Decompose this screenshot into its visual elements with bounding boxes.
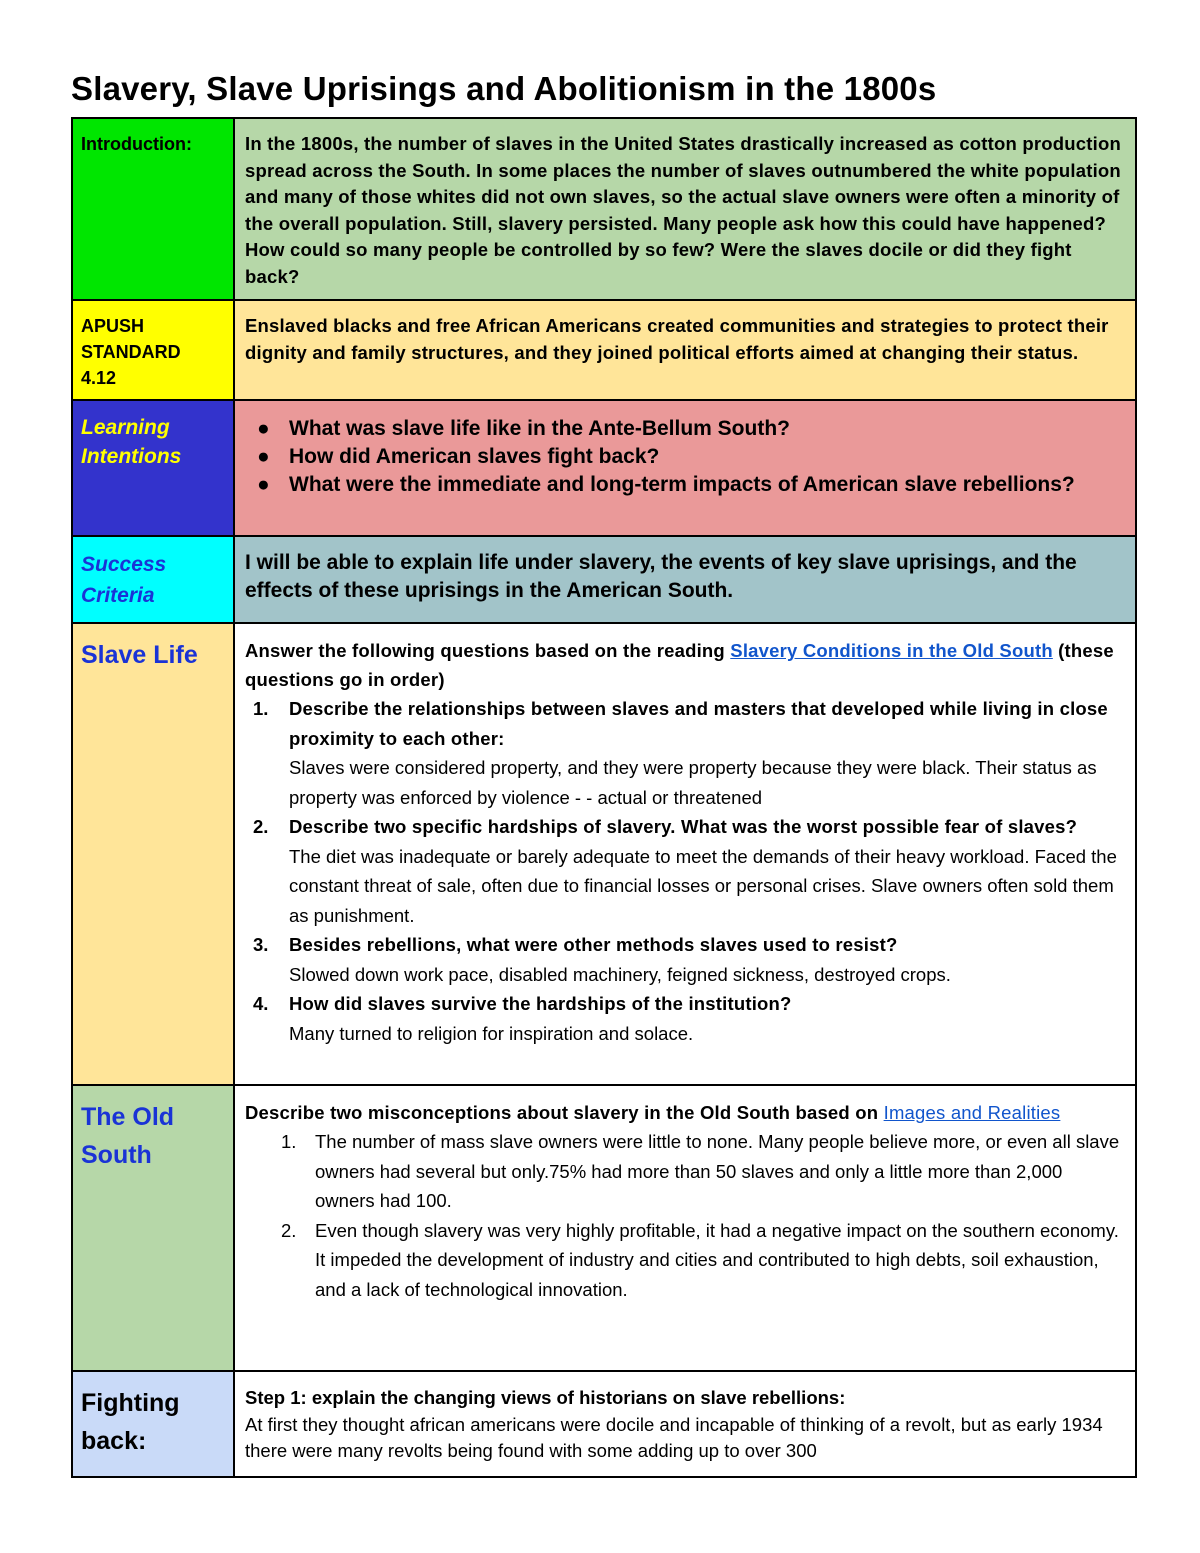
instructions-prefix: Describe two misconceptions about slavery in the Old South based on <box>245 1102 884 1123</box>
item-text[interactable]: The number of mass slave owners were little to none. Many people believe more, or even all slave owners had several but only.75% had more than 50 slaves and only a little more than 2,000 owners had 100. <box>315 1131 1120 1211</box>
standard-label-line2: STANDARD <box>81 342 181 362</box>
answer-text[interactable]: Many turned to religion for inspiration and solace. <box>289 1022 694 1044</box>
bullet-icon: ● <box>257 473 270 496</box>
learning-label <box>73 401 233 471</box>
question-number: 4. <box>253 993 269 1014</box>
reading-link[interactable]: Slavery Conditions in the Old South <box>730 640 1053 661</box>
standard-label-cell <box>72 300 234 400</box>
question-item <box>245 930 1125 989</box>
answer-text[interactable]: The diet was inadequate or barely adequate to meet the demands of their heavy workload. Faced the constant threat of sale, often due to financial losses or personal crises. Slave owners often sold them as punishment. <box>289 845 1117 926</box>
old-south-row <box>72 1085 1136 1371</box>
fighting-back-content-cell <box>234 1371 1136 1477</box>
instructions-suffix: (these questions go in order) <box>245 640 1114 690</box>
learning-list <box>245 415 1125 499</box>
introduction-content-cell <box>234 118 1136 300</box>
learning-label-line1: Learning <box>81 416 170 439</box>
standard-label-line3: 4.12 <box>81 368 117 388</box>
introduction-text: In the 1800s, the number of slaves in the United States drastically increased as cotton production spread across the South. In some places the number of slaves outnumbered the white population and many of those whites did not own slaves, so the actual slave owners were often a minority of the overall population. Still, slavery persisted. Many people ask how this could have happened? How could so many people be controlled by so few? Were the slaves docile or did they fight back? <box>245 133 1121 287</box>
instructions-prefix: Answer the following questions based on the reading <box>245 640 731 661</box>
question-item <box>245 694 1125 812</box>
bullet-icon: ● <box>257 417 270 440</box>
success-label-cell <box>72 536 234 623</box>
success-label-line1: Success <box>81 553 167 576</box>
slave-life-questions <box>245 694 1125 1048</box>
success-label-line2: Criteria <box>81 584 155 607</box>
fighting-back-label-cell <box>72 1371 234 1477</box>
slave-life-instructions <box>245 636 1125 694</box>
fighting-back-step: Step 1: explain the changing views of historians on slave rebellions: <box>245 1387 846 1408</box>
item-number: 1. <box>281 1131 297 1152</box>
standard-label <box>73 301 233 391</box>
question-text: How did slaves survive the hardships of the institution? <box>289 993 792 1014</box>
standard-label-line1: APUSH <box>81 316 145 336</box>
item-number: 2. <box>281 1219 297 1241</box>
list-item <box>245 471 1125 499</box>
learning-item-text: What were the immediate and long-term impacts of American slave rebellions? <box>289 473 1075 496</box>
learning-content-cell <box>234 400 1136 536</box>
success-text: I will be able to explain life under slavery, the events of key slave uprisings, and the effects of these uprisings in the American South. <box>245 551 1077 602</box>
fighting-back-label-line2: back: <box>81 1427 147 1455</box>
learning-item-text: How did American slaves fight back? <box>289 445 660 468</box>
question-text: Describe the relationships between slaves and masters that developed while living in close proximity to each other: <box>289 698 1108 749</box>
old-south-label-line1: The Old <box>81 1103 175 1131</box>
list-item <box>245 415 1125 443</box>
slave-life-label: Slave Life <box>81 641 198 669</box>
standard-text: Enslaved blacks and free African Americans created communities and strategies to protect their dignity and family structures, and they joined political efforts aimed at changing their status. <box>245 315 1109 363</box>
introduction-label-cell <box>72 118 234 300</box>
answer-text[interactable]: Slowed down work pace, disabled machinery, feigned sickness, destroyed crops. <box>289 963 951 985</box>
fighting-back-answer[interactable]: At first they thought african americans were docile and incapable of thinking of a revolt, but as early 1934 there were many revolts being found with some adding up to over 300 <box>245 1414 1103 1461</box>
question-text: Besides rebellions, what were other methods slaves used to resist? <box>289 934 898 955</box>
old-south-label-line2: South <box>81 1141 152 1169</box>
fighting-back-label-line1: Fighting <box>81 1389 180 1417</box>
old-south-list <box>245 1127 1125 1304</box>
standard-row <box>72 300 1136 400</box>
introduction-label: Introduction: <box>81 134 192 154</box>
learning-label-line2: Intentions <box>81 445 182 468</box>
slave-life-row <box>72 623 1136 1085</box>
old-south-label-cell <box>72 1085 234 1371</box>
introduction-row <box>72 118 1136 300</box>
question-item <box>245 989 1125 1048</box>
old-south-content-cell <box>234 1085 1136 1371</box>
answer-text[interactable]: Slaves were considered property, and they were property because they were black. Their status as property was enforced by violence - - actual or threatened <box>289 757 1097 808</box>
lesson-table <box>71 117 1137 1478</box>
learning-row <box>72 400 1136 536</box>
question-number: 3. <box>253 934 269 955</box>
slave-life-content-cell <box>234 623 1136 1085</box>
bullet-icon: ● <box>257 445 270 468</box>
list-item <box>245 1127 1125 1216</box>
item-text[interactable]: Even though slavery was very highly profitable, it had a negative impact on the southern economy. It impeded the development of industry and cities and contributed to high debts, soil exhaustion, and a lack of technological innovation. <box>315 1219 1119 1300</box>
success-content-cell <box>234 536 1136 623</box>
old-south-label <box>73 1086 233 1174</box>
page-title: Slavery, Slave Uprisings and Abolitionism in the 1800s <box>71 70 937 107</box>
list-item <box>245 1216 1125 1305</box>
old-south-instructions <box>245 1098 1125 1127</box>
question-number: 2. <box>253 816 269 837</box>
question-number: 1. <box>253 698 269 719</box>
fighting-back-row <box>72 1371 1136 1477</box>
question-text: Describe two specific hardships of slavery. What was the worst possible fear of slaves? <box>289 816 1078 837</box>
slave-life-label-cell <box>72 623 234 1085</box>
question-item <box>245 812 1125 930</box>
fighting-back-label <box>73 1372 233 1460</box>
learning-label-cell <box>72 400 234 536</box>
list-item <box>245 443 1125 471</box>
success-row <box>72 536 1136 623</box>
standard-content-cell <box>234 300 1136 400</box>
images-realities-link[interactable]: Images and Realities <box>883 1102 1061 1123</box>
learning-item-text: What was slave life like in the Ante-Bellum South? <box>289 417 790 440</box>
success-label <box>73 537 233 611</box>
